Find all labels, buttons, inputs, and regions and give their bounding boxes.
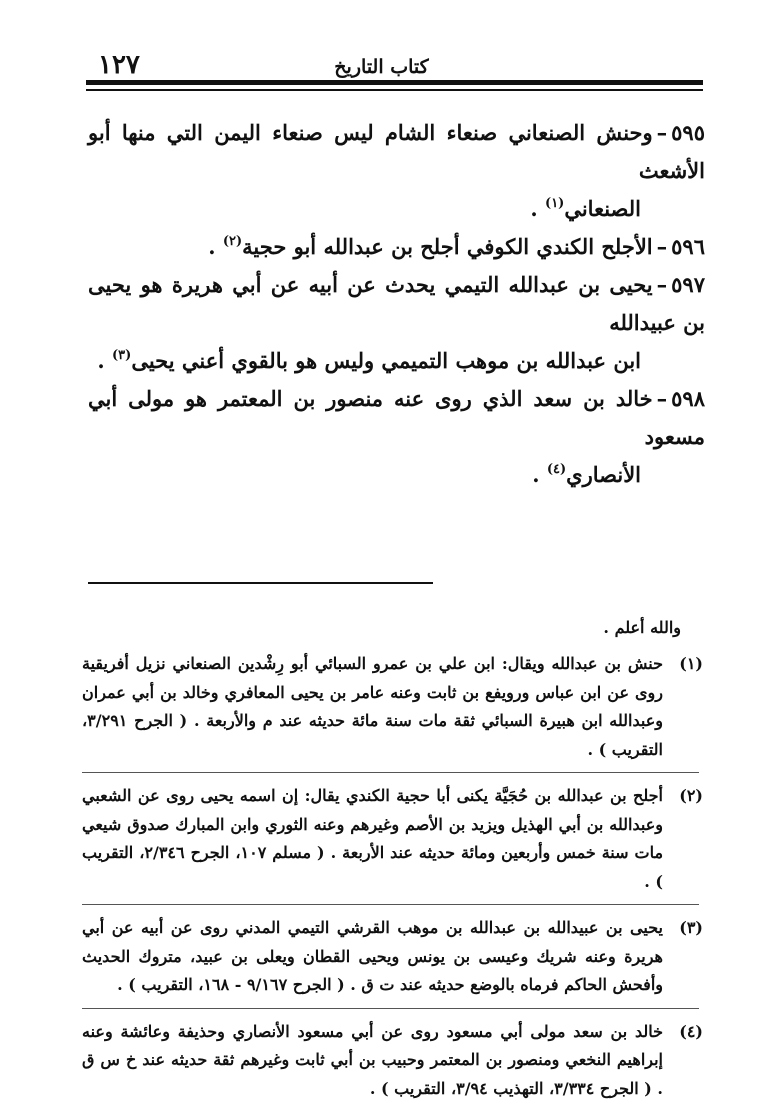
entry-continuation: الصنعاني$^{(١)}$ . (530, 196, 641, 221)
footnote-divider (82, 904, 699, 905)
footnotes-section (82, 614, 705, 1103)
entry-number: ٥٩٧ (671, 272, 705, 297)
page-number: ١٢٧ (98, 50, 140, 80)
footnote-text: يحيى بن عبيدالله بن عبدالله بن موهب القرشي التيمي المدني روى عن أبيه عن أبي هريرة وعنه شريك وعيسى بن يونس ويحيى القطان ويعلى بن عبيد، متروك الحديث وأفحش الحاكم فرماه بالوضع حديثه عند ت ق . ( الجرح ٩/١٦٧ - ١٦٨، التقريب ) . (82, 918, 663, 994)
entry-dash: – (656, 120, 668, 145)
entry-text: الأجلح الكندي الكوفي أجلح بن عبدالله أبو حجية (242, 234, 653, 259)
page-header (84, 46, 679, 80)
entry-dash: – (656, 386, 668, 411)
entry-number: ٥٩٥ (671, 120, 705, 145)
footnote-number: (٤) (679, 1021, 703, 1041)
footnote-divider (82, 772, 699, 773)
footnote-text: أجلح بن عبدالله بن حُجَيَّة يكنى أبا حجية الكندي يقال: إن اسمه يحيى روى عن الشعبي وعبدالله بن أبي الهذيل ويزيد بن الأصم وغيرهم وعنه الثوري وابن المبارك صدوق شيعي مات سنة خمس وأربعين ومائة حديثه عند الأربعة . ( مسلم ١٠٧، الجرح ٢/٣٤٦، التقريب ) . (82, 786, 664, 891)
footnote-ref[interactable]: (١) (545, 196, 565, 211)
entry-text: خالد بن سعد الذي روى عنه منصور بن المعتمر هو مولى أبي مسعود (88, 386, 705, 449)
footnote-divider (82, 1008, 699, 1009)
entry-dash: – (656, 234, 668, 259)
footnote-number: (١) (679, 654, 703, 673)
entry-598 (88, 380, 705, 494)
entry-number: ٥٩٨ (671, 386, 705, 411)
running-title: كتاب التاريخ (334, 56, 429, 78)
footnote-3 (82, 914, 705, 1000)
entry-continuation: الأنصاري$^{(٤)}$ . (532, 462, 641, 487)
entry-continuation: ابن عبدالله بن موهب التميمي وليس هو بالقوي أعني يحيى$^{(٣)}$ . (97, 348, 641, 373)
entry-text-cont: ابن عبدالله بن موهب التميمي وليس هو بالقوي أعني يحيى (131, 348, 641, 373)
footnote-separator (88, 582, 433, 584)
entry-text-cont: الأنصاري (566, 462, 641, 487)
footnote-number: (٢) (679, 786, 703, 805)
footnote-text: حنش بن عبدالله ويقال: ابن علي بن عمرو السبائي أبو رِشْدين الصنعاني نزيل أفريقية روى عن ابن عباس ورويفع بن ثابت وعنه عامر بن يحيى المعافري وخالد بن أبي عمران وعبدالله ابن هبيرة السبائي ثقة مات سنة مائة حديثه عند م والأربعة . ( الجرح ٣/٢٩١، التقريب ) . (82, 654, 663, 759)
footnote-text: خالد بن سعد مولى أبي مسعود روى عن أبي مسعود الأنصاري وحذيفة وعائشة وعنه إبراهيم النخعي ومنصور بن المعتمر وحبيب بن أبي ثابت وغيرهم ثقة حديثه عند خ س ق . ( الجرح ٣/٣٣٤، التهذيب ٣/٩٤، التقريب ) . (82, 1021, 663, 1098)
entry-595 (88, 114, 705, 228)
header-rule-thick (86, 80, 703, 85)
footnote-ref[interactable]: (٣) (112, 348, 132, 363)
entry-text: يحيى بن عبدالله التيمي يحدث عن أبيه عن أبي هريرة هو يحيى بن عبيدالله (88, 272, 705, 335)
entry-596: ٥٩٦–الأجلح الكندي الكوفي أجلح بن عبدالله أبو حجية$^{(٢)}$ . (208, 234, 705, 259)
entry-dash: – (656, 272, 668, 297)
footnote-number: (٣) (679, 918, 703, 937)
footnote-ref[interactable]: (٢) (222, 234, 243, 249)
header-rule-thin (86, 89, 703, 91)
entry-597 (88, 266, 705, 380)
footnote-4 (82, 1018, 705, 1104)
entry-text: وحنش الصنعاني صنعاء الشام ليس صنعاء اليمن التي منها أبو الأشعث (88, 120, 705, 183)
entry-number: ٥٩٦ (671, 234, 705, 259)
footnote-ref[interactable]: (٤) (546, 462, 567, 477)
footnote-2 (82, 782, 705, 896)
entries-list (88, 114, 705, 494)
footnote-1 (82, 650, 705, 764)
entry-text-cont: الصنعاني (564, 196, 641, 221)
footnote-intro: والله أعلم . (603, 618, 681, 637)
